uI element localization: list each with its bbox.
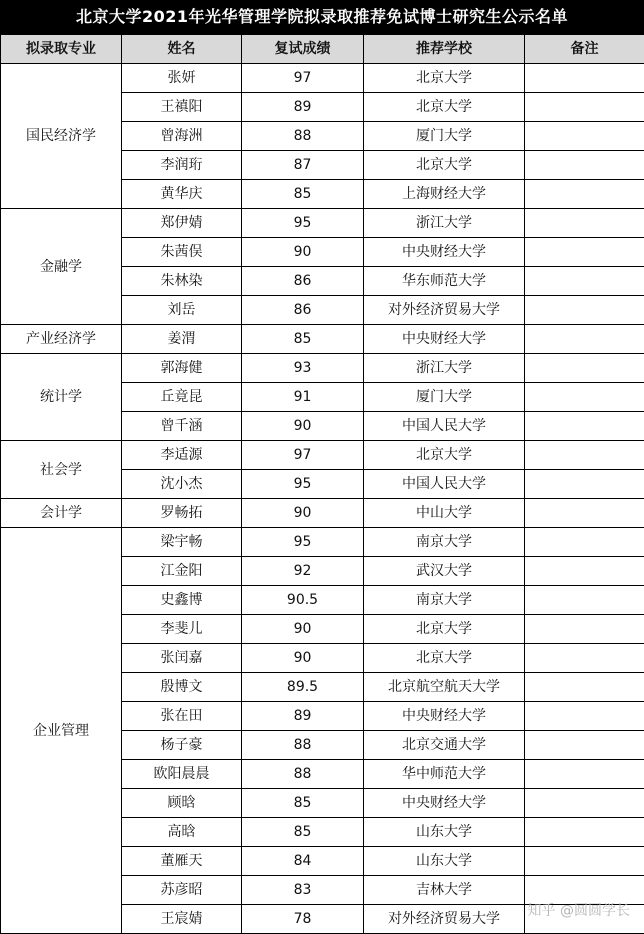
name-cell: 高晗: [122, 818, 242, 847]
remarks-cell: [525, 267, 644, 296]
name-cell: 姜渭: [122, 325, 242, 354]
school-cell: 中山大学: [364, 499, 525, 528]
name-cell: 李适源: [122, 441, 242, 470]
remarks-cell: [525, 383, 644, 412]
school-cell: 南京大学: [364, 528, 525, 557]
remarks-cell: [525, 441, 644, 470]
name-cell: 董雁天: [122, 847, 242, 876]
remarks-cell: [525, 151, 644, 180]
table-row: [1, 499, 644, 528]
score-cell: 86: [242, 296, 364, 325]
school-cell: 中央财经大学: [364, 238, 525, 267]
watermark-text: 知乎 @圆圆学长: [528, 900, 630, 920]
header-name: 姓名: [122, 35, 242, 64]
major-cell: 企业管理: [1, 528, 122, 934]
name-cell: 张妍: [122, 64, 242, 93]
score-cell: 84: [242, 847, 364, 876]
name-cell: 李润珩: [122, 151, 242, 180]
score-cell: 90.5: [242, 586, 364, 615]
score-cell: 90: [242, 499, 364, 528]
remarks-cell: [525, 296, 644, 325]
school-cell: 中国人民大学: [364, 470, 525, 499]
header-score: 复试成绩: [242, 35, 364, 64]
name-cell: 顾晗: [122, 789, 242, 818]
table-header-row: [1, 35, 644, 64]
major-cell: 产业经济学: [1, 325, 122, 354]
admission-table: [0, 34, 644, 934]
score-cell: 91: [242, 383, 364, 412]
name-cell: 刘岳: [122, 296, 242, 325]
remarks-cell: [525, 180, 644, 209]
major-cell: 国民经济学: [1, 64, 122, 209]
name-cell: 殷博文: [122, 673, 242, 702]
table-row: [1, 441, 644, 470]
score-cell: 92: [242, 557, 364, 586]
remarks-cell: [525, 586, 644, 615]
remarks-cell: [525, 731, 644, 760]
remarks-cell: [525, 818, 644, 847]
score-cell: 93: [242, 354, 364, 383]
score-cell: 85: [242, 818, 364, 847]
remarks-cell: [525, 644, 644, 673]
school-cell: 山东大学: [364, 847, 525, 876]
name-cell: 罗畅拓: [122, 499, 242, 528]
page-title: 北京大学2021年光华管理学院拟录取推荐免试博士研究生公示名单: [0, 0, 644, 34]
major-cell: 统计学: [1, 354, 122, 441]
score-cell: 78: [242, 905, 364, 934]
school-cell: 中央财经大学: [364, 325, 525, 354]
score-cell: 90: [242, 615, 364, 644]
name-cell: 朱茜俣: [122, 238, 242, 267]
name-cell: 江金阳: [122, 557, 242, 586]
remarks-cell: [525, 209, 644, 238]
school-cell: 北京大学: [364, 151, 525, 180]
remarks-cell: [525, 789, 644, 818]
score-cell: 83: [242, 876, 364, 905]
score-cell: 90: [242, 238, 364, 267]
school-cell: 浙江大学: [364, 209, 525, 238]
school-cell: 南京大学: [364, 586, 525, 615]
name-cell: 沈小杰: [122, 470, 242, 499]
school-cell: 北京大学: [364, 64, 525, 93]
table-row: [1, 528, 644, 557]
school-cell: 北京航空航天大学: [364, 673, 525, 702]
school-cell: 中央财经大学: [364, 789, 525, 818]
remarks-cell: [525, 702, 644, 731]
score-cell: 95: [242, 209, 364, 238]
remarks-cell: [525, 354, 644, 383]
score-cell: 97: [242, 64, 364, 93]
remarks-cell: [525, 64, 644, 93]
name-cell: 郭海健: [122, 354, 242, 383]
remarks-cell: [525, 499, 644, 528]
school-cell: 厦门大学: [364, 383, 525, 412]
remarks-cell: [525, 615, 644, 644]
school-cell: 北京大学: [364, 615, 525, 644]
name-cell: 欧阳晨晨: [122, 760, 242, 789]
school-cell: 浙江大学: [364, 354, 525, 383]
score-cell: 87: [242, 151, 364, 180]
name-cell: 丘竟昆: [122, 383, 242, 412]
school-cell: 北京大学: [364, 644, 525, 673]
school-cell: 北京大学: [364, 93, 525, 122]
school-cell: 上海财经大学: [364, 180, 525, 209]
remarks-cell: [525, 528, 644, 557]
major-cell: 会计学: [1, 499, 122, 528]
score-cell: 85: [242, 325, 364, 354]
school-cell: 中央财经大学: [364, 702, 525, 731]
name-cell: 曾海洲: [122, 122, 242, 151]
score-cell: 90: [242, 644, 364, 673]
name-cell: 张在田: [122, 702, 242, 731]
name-cell: 李斐儿: [122, 615, 242, 644]
remarks-cell: [525, 325, 644, 354]
remarks-cell: [525, 470, 644, 499]
table-row: [1, 64, 644, 93]
school-cell: 对外经济贸易大学: [364, 296, 525, 325]
remarks-cell: [525, 760, 644, 789]
score-cell: 85: [242, 789, 364, 818]
school-cell: 华东师范大学: [364, 267, 525, 296]
name-cell: 张闰嘉: [122, 644, 242, 673]
school-cell: 北京交通大学: [364, 731, 525, 760]
remarks-cell: [525, 238, 644, 267]
score-cell: 95: [242, 528, 364, 557]
school-cell: 华中师范大学: [364, 760, 525, 789]
score-cell: 89.5: [242, 673, 364, 702]
name-cell: 王禛阳: [122, 93, 242, 122]
table-row: [1, 354, 644, 383]
remarks-cell: [525, 412, 644, 441]
school-cell: 厦门大学: [364, 122, 525, 151]
name-cell: 王宸婧: [122, 905, 242, 934]
major-cell: 社会学: [1, 441, 122, 499]
score-cell: 88: [242, 760, 364, 789]
score-cell: 90: [242, 412, 364, 441]
header-major: 拟录取专业: [1, 35, 122, 64]
table-row: [1, 325, 644, 354]
name-cell: 苏彦昭: [122, 876, 242, 905]
score-cell: 95: [242, 470, 364, 499]
table-body: [1, 64, 644, 934]
school-cell: 吉林大学: [364, 876, 525, 905]
remarks-cell: [525, 847, 644, 876]
table-row: [1, 209, 644, 238]
remarks-cell: [525, 673, 644, 702]
name-cell: 郑伊婧: [122, 209, 242, 238]
score-cell: 97: [242, 441, 364, 470]
remarks-cell: [525, 557, 644, 586]
score-cell: 85: [242, 180, 364, 209]
school-cell: 北京大学: [364, 441, 525, 470]
remarks-cell: [525, 93, 644, 122]
score-cell: 89: [242, 93, 364, 122]
school-cell: 山东大学: [364, 818, 525, 847]
score-cell: 88: [242, 731, 364, 760]
name-cell: 朱林染: [122, 267, 242, 296]
school-cell: 中国人民大学: [364, 412, 525, 441]
name-cell: 曾千涵: [122, 412, 242, 441]
school-cell: 武汉大学: [364, 557, 525, 586]
header-remarks: 备注: [525, 35, 644, 64]
name-cell: 杨子豪: [122, 731, 242, 760]
score-cell: 89: [242, 702, 364, 731]
major-cell: 金融学: [1, 209, 122, 325]
header-school: 推荐学校: [364, 35, 525, 64]
name-cell: 梁宇畅: [122, 528, 242, 557]
score-cell: 88: [242, 122, 364, 151]
score-cell: 86: [242, 267, 364, 296]
name-cell: 黄华庆: [122, 180, 242, 209]
name-cell: 史鑫博: [122, 586, 242, 615]
school-cell: 对外经济贸易大学: [364, 905, 525, 934]
remarks-cell: [525, 122, 644, 151]
